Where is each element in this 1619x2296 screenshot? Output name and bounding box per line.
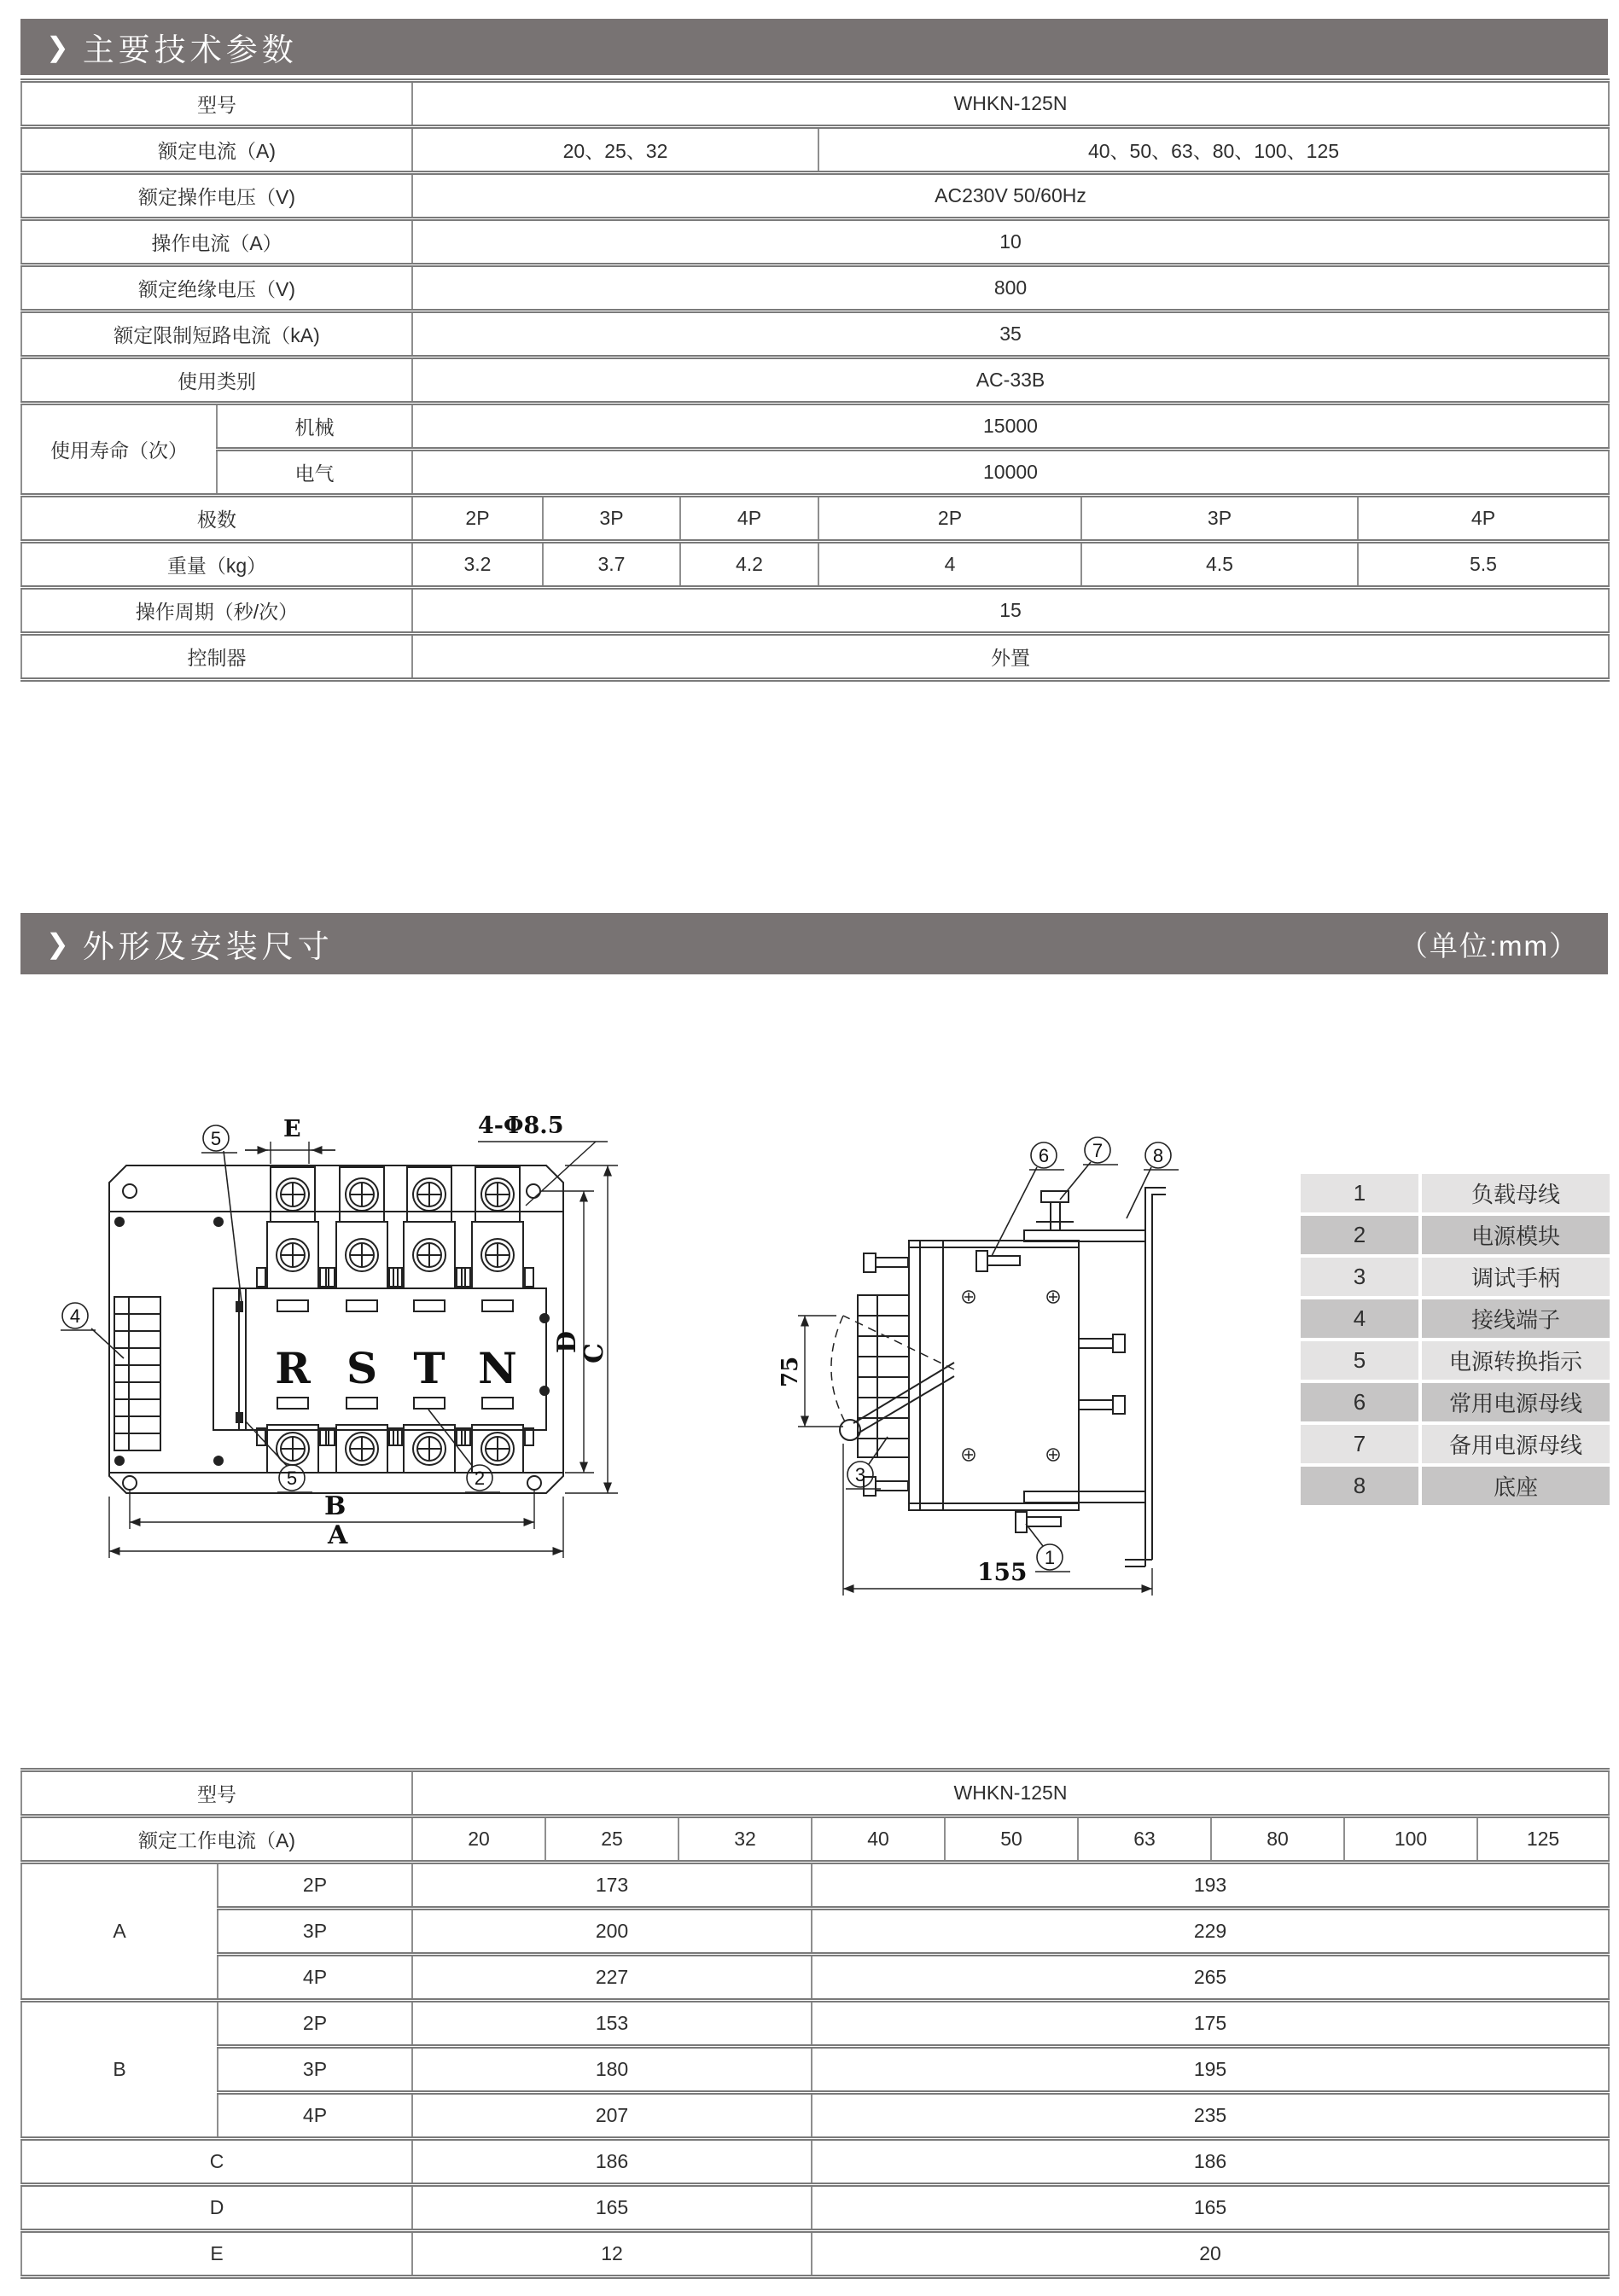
- unit-note: （单位:mm）: [1399, 929, 1579, 962]
- col-header: 40: [812, 1816, 945, 1863]
- dim-d-label: D: [552, 1330, 582, 1353]
- legend-row: [1301, 1341, 1610, 1380]
- cell-value: 3.7: [543, 542, 680, 588]
- cell-value: 4.5: [1081, 542, 1358, 588]
- section-header-dimensions: [20, 913, 1608, 974]
- cell-value: 235: [812, 2093, 1609, 2139]
- legend-number: 5: [1301, 1341, 1418, 1380]
- callout-8-label: 8: [1152, 1145, 1164, 1166]
- cell-value: 4: [818, 542, 1081, 588]
- col-header: 20: [412, 1816, 545, 1863]
- row-label: 额定工作电流（A): [21, 1816, 412, 1863]
- cell-value: 15: [412, 588, 1609, 634]
- cell-value: 10: [412, 219, 1609, 265]
- cell-value: 40、50、63、80、100、125: [818, 127, 1609, 173]
- legend-row: [1301, 1467, 1610, 1505]
- table-row: [21, 588, 1609, 634]
- cell-value: 10000: [412, 450, 1609, 496]
- dim-c: [565, 1165, 618, 1493]
- row-label: 型号: [21, 81, 412, 127]
- row-sublabel: 3P: [218, 2047, 412, 2093]
- legend-number: 6: [1301, 1383, 1418, 1421]
- callout-4-label: 4: [69, 1305, 81, 1327]
- row-sublabel: 3P: [218, 1909, 412, 1955]
- table-row: [21, 634, 1609, 680]
- row-label: B: [21, 2001, 218, 2139]
- callout-5-bottom-label: 5: [286, 1468, 298, 1489]
- col-header: 100: [1344, 1816, 1477, 1863]
- right-bolts: [1079, 1334, 1125, 1414]
- legend-row: [1301, 1425, 1610, 1463]
- table-row: [21, 2047, 1609, 2093]
- cell-value: 2P: [412, 496, 543, 542]
- legend-name: 电源转换指示: [1422, 1341, 1610, 1380]
- dim-b-label: B: [324, 1491, 347, 1521]
- terminal-strip: [114, 1297, 160, 1450]
- dim-e-label: E: [283, 1116, 301, 1142]
- cell-value: 229: [812, 1909, 1609, 1955]
- dim-155-label: 155: [977, 1558, 1028, 1586]
- row-label: 额定限制短路电流（kA): [21, 311, 412, 357]
- table-row: [21, 1770, 1609, 1816]
- table-row: [21, 1955, 1609, 2001]
- cell-value: 5.5: [1358, 542, 1609, 588]
- row-sublabel: 机械: [217, 404, 412, 450]
- cell-value: 3.2: [412, 542, 543, 588]
- col-header: 63: [1078, 1816, 1211, 1863]
- legend-number: 3: [1301, 1258, 1418, 1296]
- legend-number: 1: [1301, 1174, 1418, 1212]
- row-label: D: [21, 2185, 412, 2231]
- phase-label-n: N: [478, 1343, 517, 1393]
- cell-value: 186: [812, 2139, 1609, 2185]
- legend-name: 接线端子: [1422, 1299, 1610, 1338]
- legend-name: 常用电源母线: [1422, 1383, 1610, 1421]
- dim-a-label: A: [328, 1520, 348, 1550]
- callout-3-label: 3: [854, 1464, 866, 1485]
- row-sublabel: 2P: [218, 2001, 412, 2047]
- section-title-specs: 主要技术参数: [82, 32, 298, 67]
- col-header: 25: [545, 1816, 678, 1863]
- legend-row: [1301, 1299, 1610, 1338]
- row-sublabel: 4P: [218, 2093, 412, 2139]
- table-row: [21, 173, 1609, 219]
- table-row: [21, 81, 1609, 127]
- dim-c-label: C: [579, 1343, 609, 1363]
- legend-name: 底座: [1422, 1467, 1610, 1505]
- callout-5-top: [201, 1125, 242, 1302]
- parts-legend-table: [1297, 1171, 1613, 1508]
- base-plate: [1125, 1188, 1166, 1567]
- chevron-right-icon: ❯: [46, 928, 69, 959]
- cell-value: 12: [412, 2231, 812, 2277]
- row-label: 额定绝缘电压（V): [21, 265, 412, 311]
- legend-name: 电源模块: [1422, 1216, 1610, 1254]
- row-label: E: [21, 2231, 412, 2277]
- col-header: 125: [1477, 1816, 1609, 1863]
- row-sublabel: 电气: [217, 450, 412, 496]
- dimension-drawings: [43, 1092, 1280, 1621]
- section-header-specs: [20, 19, 1608, 75]
- cell-value: 2P: [818, 496, 1081, 542]
- table-row: [21, 2139, 1609, 2185]
- legend-name: 备用电源母线: [1422, 1425, 1610, 1463]
- cell-value: 20: [812, 2231, 1609, 2277]
- table-row: [21, 1909, 1609, 1955]
- row-label: 操作电流（A）: [21, 219, 412, 265]
- front-view-drawing: [61, 1113, 618, 1558]
- legend-row: [1301, 1258, 1610, 1296]
- side-view-drawing: [777, 1137, 1179, 1596]
- row-label: 额定操作电压（V): [21, 173, 412, 219]
- cell-value: 207: [412, 2093, 812, 2139]
- table-row: [21, 1863, 1609, 1909]
- cell-value: 180: [412, 2047, 812, 2093]
- cell-value: 153: [412, 2001, 812, 2047]
- callout-1-label: 1: [1044, 1547, 1056, 1568]
- cell-value: 265: [812, 1955, 1609, 2001]
- callout-6: [992, 1142, 1064, 1256]
- table-row: [21, 2001, 1609, 2047]
- row-label: 型号: [21, 1770, 412, 1816]
- row-label: 极数: [21, 496, 412, 542]
- phase-label-t: T: [413, 1343, 446, 1393]
- row-label: 操作周期（秒/次）: [21, 588, 412, 634]
- cell-value: 4P: [1358, 496, 1609, 542]
- cell-value: 35: [412, 311, 1609, 357]
- row-label: A: [21, 1863, 218, 2001]
- cell-value: 165: [812, 2185, 1609, 2231]
- cell-value: 195: [812, 2047, 1609, 2093]
- legend-name: 调试手柄: [1422, 1258, 1610, 1296]
- legend-name: 负载母线: [1422, 1174, 1610, 1212]
- dimension-table: [20, 1768, 1610, 2279]
- cell-value: 3P: [1081, 496, 1358, 542]
- cell-value: AC230V 50/60Hz: [412, 173, 1609, 219]
- cell-value: 227: [412, 1955, 812, 2001]
- cell-value: WHKN-125N: [412, 1770, 1609, 1816]
- table-row: [21, 496, 1609, 542]
- table-row: [21, 311, 1609, 357]
- table-row: [21, 127, 1609, 173]
- table-row: [21, 542, 1609, 588]
- table-row: [21, 2231, 1609, 2277]
- callout-7-label: 7: [1092, 1140, 1104, 1161]
- row-label: 重量（kg）: [21, 542, 412, 588]
- cell-value: 165: [412, 2185, 812, 2231]
- cell-value: 4P: [680, 496, 818, 542]
- row-label: C: [21, 2139, 412, 2185]
- chevron-right-icon: ❯: [46, 32, 69, 62]
- table-row: [21, 1816, 1609, 1863]
- table-row: [21, 2093, 1609, 2139]
- hole-note-label: 4-Φ8.5: [478, 1113, 564, 1139]
- table-row: [21, 450, 1609, 496]
- phase-label-s: S: [346, 1343, 378, 1393]
- cell-value: 外置: [412, 634, 1609, 680]
- legend-number: 7: [1301, 1425, 1418, 1463]
- row-label: 额定电流（A): [21, 127, 412, 173]
- legend-number: 8: [1301, 1467, 1418, 1505]
- dim-e: [245, 1142, 335, 1164]
- legend-row: [1301, 1174, 1610, 1212]
- row-label: 使用寿命（次）: [21, 404, 217, 496]
- cell-value: WHKN-125N: [412, 81, 1609, 127]
- legend-row: [1301, 1216, 1610, 1254]
- callout-2: [428, 1410, 500, 1492]
- left-bolts: [864, 1253, 908, 1496]
- cell-value: 800: [412, 265, 1609, 311]
- terminal-strip-side: [858, 1295, 909, 1457]
- table-row: [21, 219, 1609, 265]
- callout-6-label: 6: [1038, 1145, 1050, 1166]
- col-header: 50: [945, 1816, 1078, 1863]
- dim-75-label: 75: [777, 1356, 803, 1387]
- cell-value: 175: [812, 2001, 1609, 2047]
- table-row: [21, 357, 1609, 404]
- cell-value: 186: [412, 2139, 812, 2185]
- cell-value: 200: [412, 1909, 812, 1955]
- legend-number: 2: [1301, 1216, 1418, 1254]
- table-row: [21, 2185, 1609, 2231]
- table-row: [21, 265, 1609, 311]
- row-sublabel: 4P: [218, 1955, 412, 2001]
- table-row: [21, 404, 1609, 450]
- phase-label-r: R: [275, 1343, 311, 1393]
- cell-value: 173: [412, 1863, 812, 1909]
- callout-5-top-label: 5: [210, 1128, 222, 1149]
- cell-value: 3P: [543, 496, 680, 542]
- col-header: 32: [678, 1816, 812, 1863]
- cell-value: 193: [812, 1863, 1609, 1909]
- cell-value: 20、25、32: [412, 127, 818, 173]
- spec-table: [20, 78, 1610, 682]
- cell-value: 15000: [412, 404, 1609, 450]
- row-label: 控制器: [21, 634, 412, 680]
- col-header: 80: [1211, 1816, 1344, 1863]
- cell-value: AC-33B: [412, 357, 1609, 404]
- row-sublabel: 2P: [218, 1863, 412, 1909]
- section-title-dimensions: 外形及安装尺寸: [82, 929, 334, 964]
- row-label: 使用类别: [21, 357, 412, 404]
- cell-value: 4.2: [680, 542, 818, 588]
- callout-2-label: 2: [474, 1468, 486, 1489]
- legend-row: [1301, 1383, 1610, 1421]
- legend-number: 4: [1301, 1299, 1418, 1338]
